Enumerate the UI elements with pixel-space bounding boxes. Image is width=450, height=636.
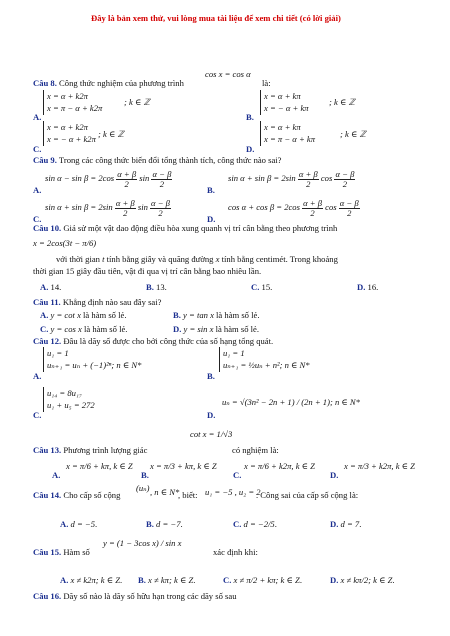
- question-given: , biết:: [178, 490, 198, 500]
- question-11: [33, 298, 161, 307]
- question-label: Câu 9.: [33, 155, 57, 165]
- option-b-formula: sin α + sin β = 2sin $\frac{\alpha + \beta}{2}$ cos $\frac{\alpha - \beta}{2}$: [228, 169, 355, 189]
- option-d: D. x ≠ kπ/2; k ∈ Z.: [330, 575, 395, 585]
- question-text: Giả sử một vật dao động điều hòa xung quanh vị trí cân bằng theo phương trình: [63, 223, 338, 233]
- option-b: B. x ≠ kπ; k ∈ Z.: [138, 575, 196, 585]
- given-values: u₁ = −5 , u₂ = 2: [205, 487, 261, 497]
- question-label: Câu 16.: [33, 591, 62, 601]
- option-a-system: u₁ = 1 uₙ₊₁ = uₙ + (−1)²ⁿ; n ∈ N*: [43, 347, 141, 372]
- option-b-condition: ; k ∈ ℤ: [329, 97, 355, 107]
- question-15: [33, 548, 90, 557]
- option-c: C. d = −2/5.: [233, 519, 277, 529]
- question-text: Dãy số nào là dãy số hữu hạn trong các dãy số sau: [63, 591, 237, 601]
- question-text: Trong các công thức biến đổi tổng thành tích, công thức nào sai?: [58, 155, 282, 165]
- question-13: [33, 446, 147, 455]
- option-b-label: B.: [141, 470, 149, 480]
- option-c: C. y = cos x là hàm số lẻ.: [40, 324, 128, 334]
- option-d: D. y = sin x là hàm số lẻ.: [173, 324, 260, 334]
- question-tail: có nghiệm là:: [232, 445, 279, 455]
- question-label: Câu 11.: [33, 297, 61, 307]
- question-label: Câu 15.: [33, 547, 62, 557]
- option-a-formula: sin α − sin β = 2cos $\frac{\alpha + \beta}{2}$ sin $\frac{\alpha - \beta}{2}$: [45, 169, 172, 189]
- option-b: B. 13.: [146, 282, 167, 292]
- option-b-system: x = α + kπ x = − α + kπ: [260, 90, 309, 115]
- sequence-condition: , n ∈ N*: [150, 487, 180, 497]
- question-12: [33, 337, 273, 346]
- question-text: Hàm số: [63, 547, 90, 557]
- question-label: Câu 8.: [33, 78, 57, 88]
- option-c-system: u₁₄ = 8u₁₇ u₁ + u₅ = 272: [43, 387, 95, 412]
- question-tail: là:: [262, 78, 271, 88]
- question-16: [33, 592, 237, 601]
- option-a-label: A.: [52, 470, 61, 480]
- equation: y = (1 − 3cos x) / sin x: [103, 538, 182, 548]
- equation: cot x = 1/√3: [190, 429, 233, 439]
- preview-banner: Đây là bản xem thử, vui lòng mua tài liệu để xem chi tiết (có lời giải): [91, 13, 341, 23]
- option-c-label: C.: [33, 144, 42, 154]
- option-a: A. d = −5.: [60, 519, 98, 529]
- option-c-label: C.: [33, 214, 42, 224]
- question-tail: . Công sai của cấp số cộng là:: [256, 490, 359, 500]
- question-tail: xác định khi:: [213, 547, 258, 557]
- option-b-label: B.: [207, 371, 215, 381]
- option-d-label: D.: [330, 470, 339, 480]
- option-a-formula: x = π/6 + kπ, k ∈ Z: [66, 461, 133, 471]
- option-b: B. y = tan x là hàm số lẻ.: [173, 310, 260, 320]
- equation: cos x = cos α: [205, 69, 251, 79]
- question-14: [33, 491, 120, 500]
- option-c-condition: ; k ∈ ℤ: [98, 129, 124, 139]
- question-text-line3: thời gian 15 giây đầu tiên, vật đi qua vị trí cân bằng bao nhiêu lần.: [33, 266, 262, 276]
- question-text: Đâu là dãy số được cho bởi công thức của số hạng tổng quát.: [63, 336, 274, 346]
- question-9: [33, 156, 282, 165]
- option-c-formula: sin α + sin β = 2sin $\frac{\alpha + \beta}{2}$ sin $\frac{\alpha - \beta}{2}$: [45, 198, 170, 218]
- option-a-system: x = α + k2π x = π − α + k2π: [43, 90, 102, 115]
- option-d: D. d = 7.: [330, 519, 362, 529]
- option-d-formula: uₙ = √(3n² − 2n + 1) / (2n + 1); n ∈ N*: [222, 397, 360, 407]
- question-8: [33, 79, 184, 88]
- question-label: Câu 14.: [33, 490, 62, 500]
- option-a-label: A.: [33, 185, 42, 195]
- question-text: Công thức nghiệm của phương trình: [59, 78, 184, 88]
- option-c-label: C.: [33, 410, 42, 420]
- sequence-symbol: (uₙ): [136, 483, 150, 493]
- option-d-formula: cos α + cos β = 2cos $\frac{\alpha + \beta}{2}$ cos $\frac{\alpha - \beta}{2}$: [228, 198, 359, 218]
- option-d-label: D.: [246, 144, 255, 154]
- option-c-label: C.: [233, 470, 242, 480]
- question-label: Câu 13.: [33, 445, 62, 455]
- equation: x = 2cos(3t − π/6): [33, 238, 97, 248]
- option-b-label: B.: [207, 185, 215, 195]
- option-d-system: x = α + kπ x = π − α + kπ: [260, 121, 315, 146]
- option-d: D. 16.: [357, 282, 379, 292]
- option-a-label: A.: [33, 112, 42, 122]
- question-text: Khẳng định nào sau đây sai?: [62, 297, 162, 307]
- option-b-system: u₁ = 1 uₙ₊₁ = ½uₙ + n²; n ∈ N*: [219, 347, 310, 372]
- option-a-label: A.: [33, 371, 42, 381]
- question-text-line2: với thời gian t tính bằng giây và quãng đường x tính bằng centimét. Trong khoảng: [56, 254, 338, 264]
- option-b: B. d = −7.: [146, 519, 183, 529]
- option-c: C. x ≠ π/2 + kπ; k ∈ Z.: [223, 575, 302, 585]
- question-text: Cho cấp số cộng: [63, 490, 121, 500]
- question-10: [33, 224, 337, 233]
- option-d-label: D.: [207, 410, 216, 420]
- option-a: A. 14.: [40, 282, 62, 292]
- option-d-label: D.: [207, 214, 216, 224]
- option-c: C. 15.: [251, 282, 273, 292]
- option-d-condition: ; k ∈ ℤ: [340, 129, 366, 139]
- option-a: A. y = cot x là hàm số lẻ.: [40, 310, 127, 320]
- option-a: A. x ≠ k2π; k ∈ Z.: [60, 575, 123, 585]
- question-label: Câu 10.: [33, 223, 62, 233]
- option-b-label: B.: [246, 112, 254, 122]
- question-label: Câu 12.: [33, 336, 62, 346]
- option-d-formula: x = π/3 + k2π, k ∈ Z: [344, 461, 415, 471]
- question-text: Phương trình lượng giác: [63, 445, 148, 455]
- option-c-system: x = α + k2π x = − α + k2π: [43, 121, 96, 146]
- option-b-formula: x = π/3 + kπ, k ∈ Z: [150, 461, 217, 471]
- option-c-formula: x = π/6 + k2π, k ∈ Z: [244, 461, 315, 471]
- option-a-condition: ; k ∈ ℤ: [124, 97, 150, 107]
